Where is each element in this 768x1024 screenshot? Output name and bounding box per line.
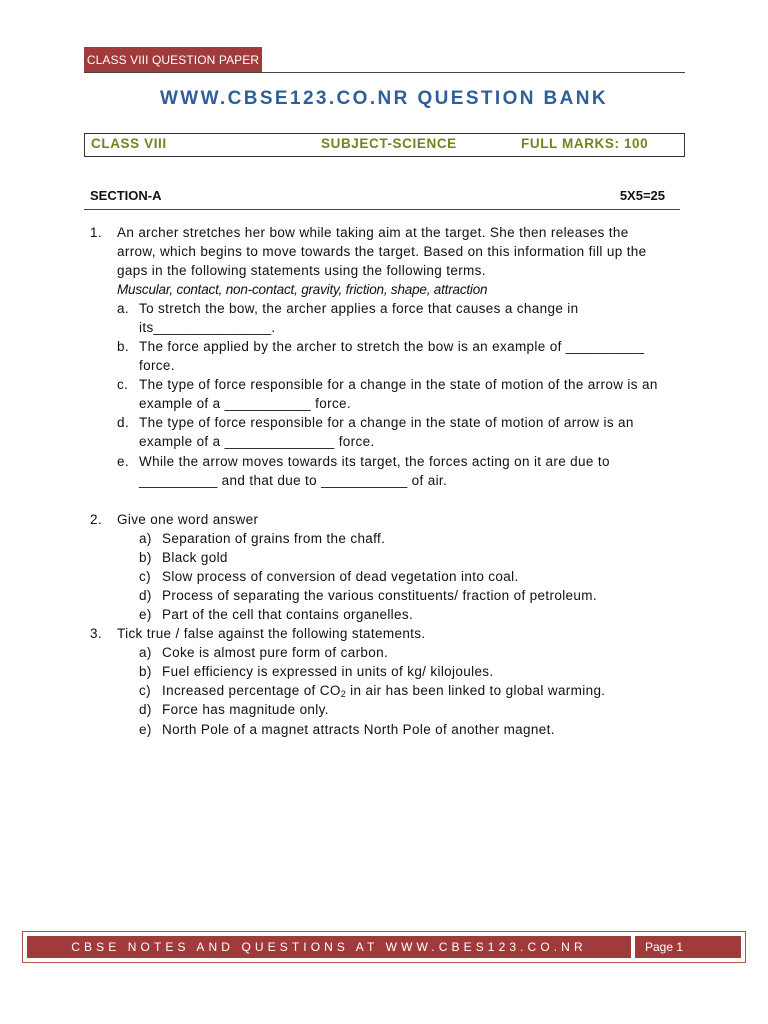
item-label: d) bbox=[139, 702, 152, 717]
question-number: 1. bbox=[90, 225, 102, 240]
item-label: e) bbox=[139, 722, 152, 737]
part-label: b. bbox=[117, 339, 129, 354]
item-label: d) bbox=[139, 588, 152, 603]
question-text: gaps in the following statements using the following terms. bbox=[117, 263, 486, 278]
question-text: Tick true / false against the following statements. bbox=[117, 626, 426, 641]
section-divider bbox=[84, 209, 680, 210]
part-text: The type of force responsible for a change in the state of motion of arrow is an bbox=[139, 415, 634, 430]
part-text: __________ and that due to ___________ of air. bbox=[139, 473, 448, 488]
section-title: SECTION-A bbox=[90, 188, 162, 203]
question-text: arrow, which begins to move towards the target. Based on this information fill up the bbox=[117, 244, 647, 259]
page-number: Page 1 bbox=[635, 936, 741, 958]
paper-info-box bbox=[84, 133, 685, 157]
part-text: its_______________. bbox=[139, 320, 276, 335]
item-text: North Pole of a magnet attracts North Pole of another magnet. bbox=[162, 722, 555, 737]
class-label: CLASS VIII bbox=[91, 136, 167, 151]
item-text: Process of separating the various constituents/ fraction of petroleum. bbox=[162, 588, 597, 603]
question-number: 2. bbox=[90, 512, 102, 527]
question-text: An archer stretches her bow while taking aim at the target. She then releases the bbox=[117, 225, 629, 240]
part-text: example of a ___________ force. bbox=[139, 396, 351, 411]
page-footer bbox=[22, 931, 746, 963]
full-marks-label: FULL MARKS: 100 bbox=[521, 136, 649, 151]
question-number: 3. bbox=[90, 626, 102, 641]
site-title: WWW.CBSE123.CO.NR QUESTION BANK bbox=[159, 88, 609, 109]
item-label: e) bbox=[139, 607, 152, 622]
item-text: Force has magnitude only. bbox=[162, 702, 329, 717]
part-text: force. bbox=[139, 358, 175, 373]
part-label: c. bbox=[117, 377, 129, 392]
top-divider bbox=[84, 72, 685, 73]
part-text: To stretch the bow, the archer applies a force that causes a change in bbox=[139, 301, 579, 316]
item-text: Coke is almost pure form of carbon. bbox=[162, 645, 389, 660]
part-text: The type of force responsible for a change in the state of motion of the arrow is an bbox=[139, 377, 658, 392]
part-text: The force applied by the archer to stretch the bow is an example of __________ bbox=[139, 339, 645, 354]
item-label: a) bbox=[139, 645, 152, 660]
section-marks: 5X5=25 bbox=[619, 188, 665, 203]
question-text: Give one word answer bbox=[117, 512, 259, 527]
item-label: b) bbox=[139, 550, 152, 565]
item-text-part: Increased percentage of CO bbox=[162, 683, 341, 698]
item-text: Slow process of conversion of dead vegetation into coal. bbox=[162, 569, 519, 584]
part-label: e. bbox=[117, 454, 129, 469]
item-text: Separation of grains from the chaff. bbox=[162, 531, 386, 546]
footer-text: CBSE NOTES AND QUESTIONS AT WWW.CBES123.CO.NR bbox=[27, 936, 631, 958]
subject-label: SUBJECT-SCIENCE bbox=[321, 136, 457, 151]
item-text: Fuel efficiency is expressed in units of kg/ kilojoules. bbox=[162, 664, 494, 679]
item-label: b) bbox=[139, 664, 152, 679]
part-text: example of a ______________ force. bbox=[139, 434, 375, 449]
item-text: Black gold bbox=[162, 550, 228, 565]
item-text-part: in air has been linked to global warming. bbox=[346, 683, 606, 698]
part-text: While the arrow moves towards its target, the forces acting on it are due to bbox=[139, 454, 610, 469]
subscript: 2 bbox=[340, 689, 347, 699]
item-label: c) bbox=[139, 683, 151, 698]
item-text: Part of the cell that contains organelles. bbox=[162, 607, 414, 622]
item-label: a) bbox=[139, 531, 152, 546]
item-label: c) bbox=[139, 569, 151, 584]
header-tag: CLASS VIII QUESTION PAPER bbox=[84, 47, 262, 72]
part-label: d. bbox=[117, 415, 129, 430]
part-label: a. bbox=[117, 301, 129, 316]
terms-list: Muscular, contact, non-contact, gravity, friction, shape, attraction bbox=[117, 282, 488, 297]
